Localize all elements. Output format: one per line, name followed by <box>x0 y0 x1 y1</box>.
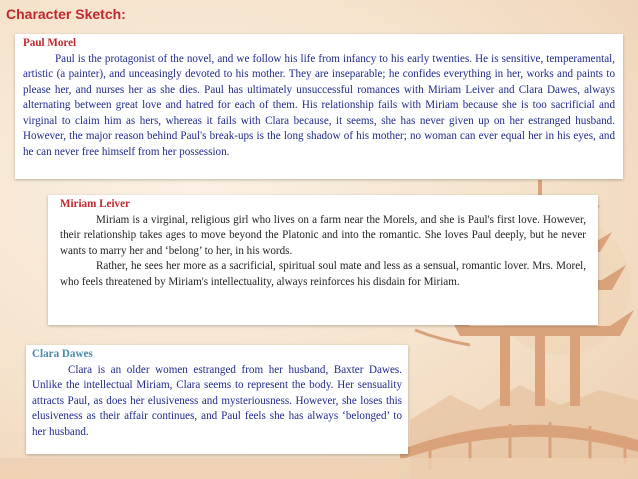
character-name: Miriam Leiver <box>60 198 130 210</box>
character-name: Paul Morel <box>23 37 77 49</box>
character-description: Miriam is a virginal, religious girl who lives on a farm near the Morels, and she is Paul's first love. However, their relationship takes ages to move beyond the Platonic and into the romantic. She loves Paul deeply, but he never wants to marry her and ‘belong’ to her, in his words. <box>60 213 586 257</box>
character-description: Rather, he sees her more as a sacrificial, spiritual soul mate and less as a sensual, romantic lover. Mrs. Morel, who feels threatened by Miriam's intellectuality, always reinforces his disdain for Miriam. <box>60 260 586 288</box>
character-card-miriam <box>48 195 598 325</box>
character-card-paul <box>15 34 623 179</box>
character-name: Clara Dawes <box>32 348 93 360</box>
character-description: Clara is an older women estranged from her husband, Baxter Dawes. Unlike the intellectual Miriam, Clara seems to represent the body. Her sensuality attracts Paul, as does her elusiveness and mysteriousness. However, she loses this elusiveness as their affair continues, and Paul feels she has always ‘belonged’ to her husband. <box>32 363 402 438</box>
character-description: Paul is the protagonist of the novel, and we follow his life from infancy to his early twenties. He is sensitive, temperamental, artistic (a painter), and unceasingly devoted to his mother. They are inseparable; he confides everything in her, works and paints to please her, and nurses her as she dies. Paul has ultimately unsuccessful romances with Miriam Leiver and Clara Dawes, always alternating between great love and hatred for each of them. His relationship fails with Miriam because she is too sacrificial and virginal to claim him as hers, whereas it fails with Clara because, it seems, she has never given up on her estranged husband. However, the major reason behind Paul's break-ups is the long shadow of his mother; no woman can ever equal her in his eyes, and he can never free himself from her possession. <box>23 52 615 158</box>
character-card-clara <box>26 345 408 454</box>
slide-heading: Character Sketch: <box>6 6 126 22</box>
